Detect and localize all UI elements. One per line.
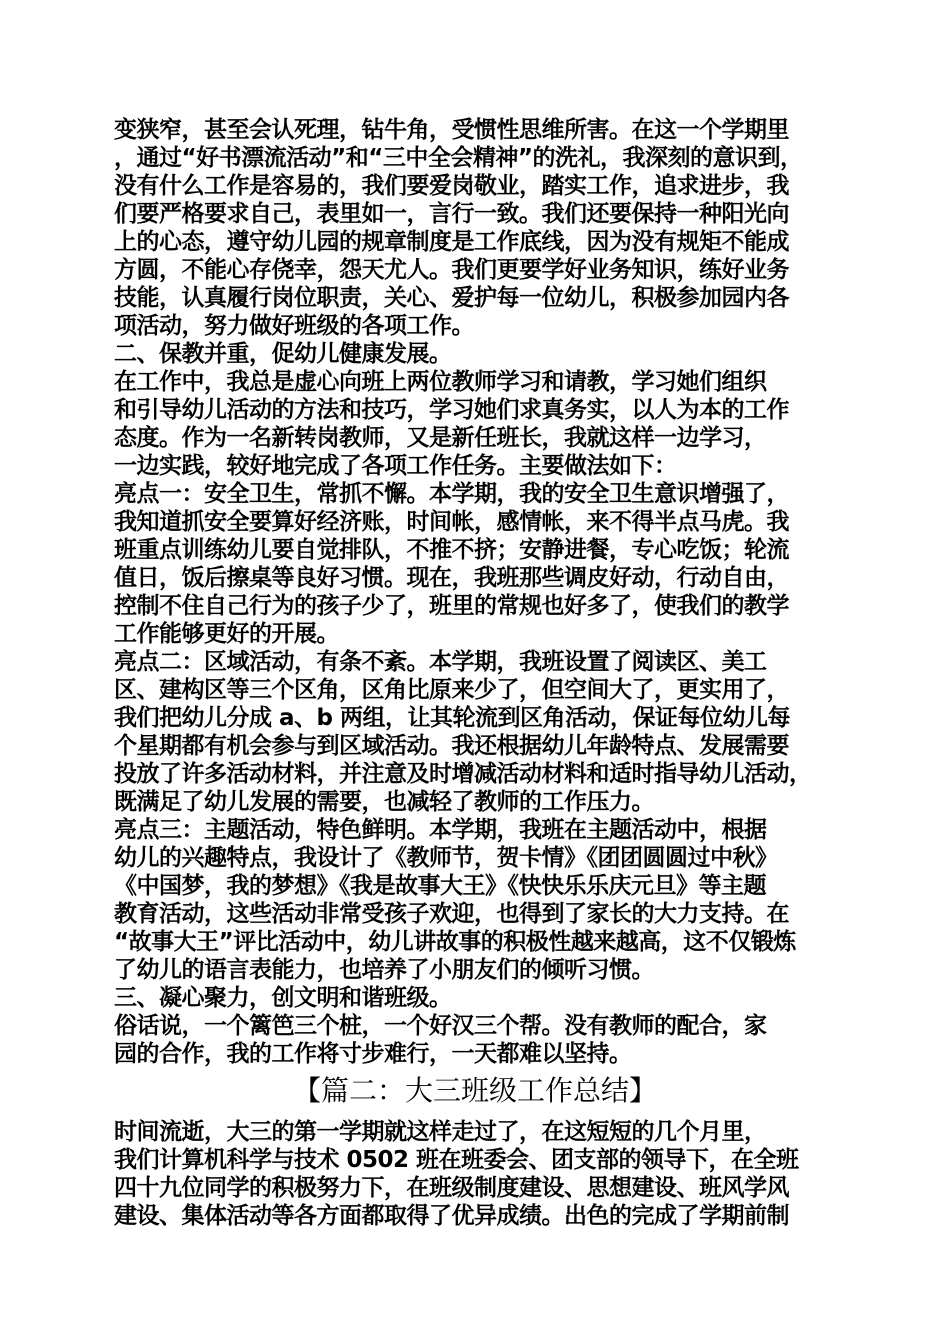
section-subheading: 二、保教并重，促幼儿健康发展。 xyxy=(114,341,452,367)
text-line: ，通过“好书漂流活动”和“三中全会精神”的洗礼，我深刻的意识到， xyxy=(114,145,803,171)
text-line: 上的心态，遵守幼儿园的规章制度是工作底线，因为没有规矩不能成 xyxy=(114,229,789,255)
chapter-heading: 【篇二：大三班级工作总结】 xyxy=(292,1074,657,1107)
text-line: 态度。作为一名新转岗教师，又是新任班长，我就这样一边学习， xyxy=(114,425,767,451)
text-line: 俗话说，一个篱笆三个桩，一个好汉三个帮。没有教师的配合，家 xyxy=(114,1013,767,1039)
text-line: 个星期都有机会参与到区域活动。我还根据幼儿年龄特点、发展需要 xyxy=(114,733,789,759)
text-line: 教育活动，这些活动非常受孩子欢迎，也得到了家长的大力支持。在 xyxy=(114,901,789,927)
text-line: 我们把幼儿分成 a、b 两组，让其轮流到区角活动，保证每位幼儿每 xyxy=(114,705,790,731)
section-subheading: 三、凝心聚力，创文明和谐班级。 xyxy=(114,985,452,1011)
text-line: 四十九位同学的积极努力下，在班级制度建设、思想建设、班风学风 xyxy=(114,1175,789,1201)
text-line: 幼儿的兴趣特点，我设计了《教师节，贺卡情》《团团圆圆过中秋》 xyxy=(114,845,778,871)
text-line: 我知道抓安全要算好经济账，时间帐，感情帐，来不得半点马虎。我 xyxy=(114,509,789,535)
text-line: 项活动，努力做好班级的各项工作。 xyxy=(114,313,474,339)
text-line: 了幼儿的语言表能力，也培养了小朋友们的倾听习惯。 xyxy=(114,957,654,983)
text-line: 亮点一：安全卫生，常抓不懈。本学期，我的安全卫生意识增强了， xyxy=(114,481,789,507)
text-line: 工作能够更好的开展。 xyxy=(114,621,339,647)
text-line: 们要严格要求自己，表里如一，言行一致。我们还要保持一种阳光向 xyxy=(114,201,789,227)
text-line: 建设、集体活动等各方面都取得了优异成绩。出色的完成了学期前制 xyxy=(114,1203,789,1229)
text-line: 班重点训练幼儿要自觉排队，不推不挤；安静进餐，专心吃饭；轮流 xyxy=(114,537,789,563)
text-line: 时间流逝，大三的第一学期就这样走过了，在这短短的几个月里， xyxy=(114,1119,767,1145)
text-line: 值日，饭后擦桌等良好习惯。现在，我班那些调皮好动，行动自由， xyxy=(114,565,789,591)
text-line: “故事大王”评比活动中，幼儿讲故事的积极性越来越高，这不仅锻炼 xyxy=(114,929,796,955)
text-line: 区、建构区等三个区角，区角比原来少了，但空间大了，更实用了， xyxy=(114,677,789,703)
text-line: 投放了许多活动材料，并注意及时增减活动材料和适时指导幼儿活动， xyxy=(114,761,812,787)
text-line: 亮点二：区域活动，有条不紊。本学期，我班设置了阅读区、美工 xyxy=(114,649,767,675)
text-line: 一边实践，较好地完成了各项工作任务。主要做法如下： xyxy=(114,453,677,479)
text-line: 变狭窄，甚至会认死理，钻牛角，受惯性思维所害。在这一个学期里 xyxy=(114,117,789,143)
text-line: 技能，认真履行岗位职责，关心、爱护每一位幼儿，积极参加园内各 xyxy=(114,285,789,311)
text-line: 我们计算机科学与技术 0502 班在班委会、团支部的领导下，在全班 xyxy=(114,1147,799,1173)
text-line: 没有什么工作是容易的，我们要爱岗敬业，踏实工作，追求进步，我 xyxy=(114,173,789,199)
text-line: 方圆，不能心存侥幸，怨天尤人。我们更要学好业务知识，练好业务 xyxy=(114,257,789,283)
text-line: 控制不住自己行为的孩子少了，班里的常规也好多了，使我们的教学 xyxy=(114,593,789,619)
text-line: 亮点三：主题活动，特色鲜明。本学期，我班在主题活动中，根据 xyxy=(114,817,767,843)
text-line: 《中国梦，我的梦想》《我是故事大王》《快快乐乐庆元旦》等主题 xyxy=(114,873,766,899)
text-line: 和引导幼儿活动的方法和技巧，学习她们求真务实，以人为本的工作 xyxy=(114,397,789,423)
text-line: 园的合作，我的工作将寸步难行，一天都难以坚持。 xyxy=(114,1041,632,1067)
text-line: 在工作中，我总是虚心向班上两位教师学习和请教，学习她们组织 xyxy=(114,369,767,395)
text-line: 既满足了幼儿发展的需要，也减轻了教师的工作压力。 xyxy=(114,789,654,815)
